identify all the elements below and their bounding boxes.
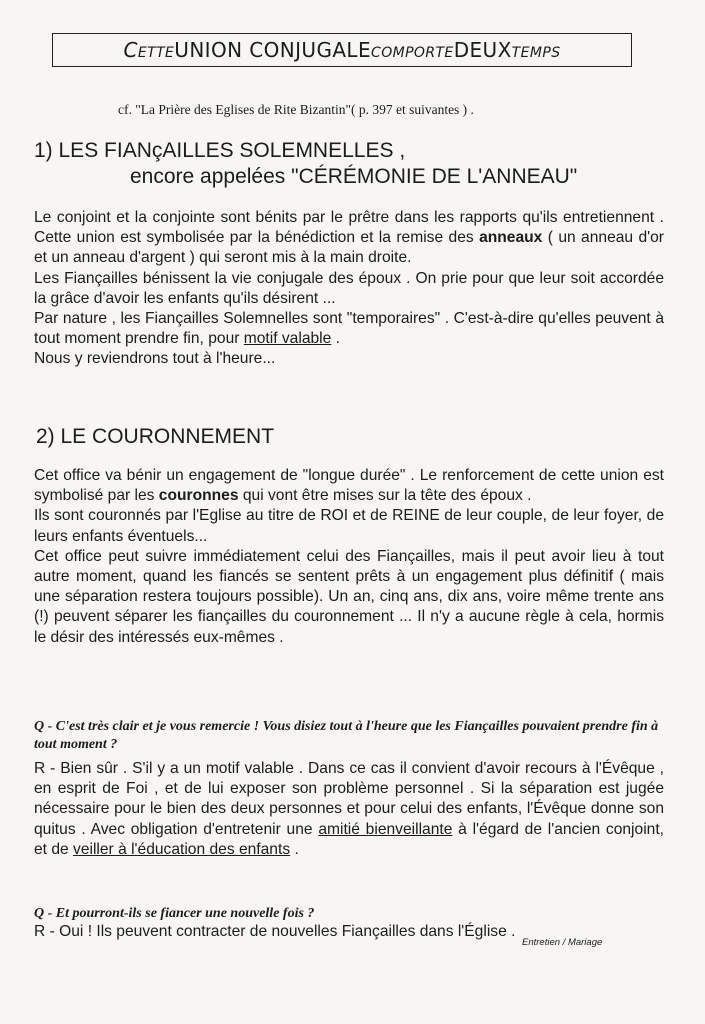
question-2: Q - Et pourront-ils se fiancer une nouvelle fois ? — [34, 906, 315, 921]
title-part: UNION CONJUGALE — [174, 38, 372, 62]
footer-label: Entretien / Mariage — [522, 937, 603, 948]
text-run: qui vont être mises sur la tête des époux . — [238, 487, 532, 505]
section2-heading: 2) LE COURONNEMENT — [36, 425, 275, 448]
text-run: à l'égard de l'ancien conjoint, et de — [34, 820, 664, 858]
answer-1 — [34, 759, 664, 860]
text-run: Nous y reviendrons tout à l'heure... — [34, 350, 276, 368]
section1-heading — [34, 138, 577, 190]
text-run: Cet office va bénir un engagement de "longue durée" . Le renforcement de cette union est symbolisé par les — [34, 467, 664, 505]
text-run: Le conjoint et la conjointe sont bénits par le prêtre dans les rapports qu'ils entretiennent . Cette union est symbolisée par la bénédiction et la remise des — [34, 209, 664, 247]
bold-term: couronnes — [158, 487, 239, 505]
text-run: . — [290, 840, 299, 858]
text-run: Les Fiançailles bénissent la vie conjugale des époux . On prie pour que leur soit accordée la grâce d'avoir les enfants qu'ils désirent ... — [34, 269, 664, 307]
title-part: DEUX — [453, 38, 512, 62]
underlined-term: amitié bienveillante — [318, 820, 453, 838]
text-run: Par nature , les Fiançailles Solemnelles sont "temporaires" . C'est-à-dire qu'elles peuvent à tout moment prendre fin, pour — [34, 310, 664, 348]
reference-citation: cf. "La Prière des Eglises de Rite Bizantin"( p. 397 et suivantes ) . — [118, 102, 474, 117]
text-run: ( un anneau d'or et un anneau d'argent ) qui seront mis à la main droite. — [34, 229, 664, 267]
answer-2: R - Oui ! Ils peuvent contracter de nouvelles Fiançailles dans l'Église . — [34, 923, 516, 940]
underlined-term: motif valable — [243, 330, 332, 348]
text-run: R - Bien sûr . S'il y a un motif valable . Dans ce cas il convient d'avoir recours à l'Évêque , en esprit de Foi , et de lui exposer son problème personnel . Si la séparation est jugée nécessaire pour le bien des deux personnes et pour celui des enfants, l'Évêque donne son quitus . Avec obligation d'entretenir une — [34, 760, 664, 838]
text-run: . — [331, 330, 340, 348]
title-part: temps — [511, 38, 561, 62]
section1-body — [34, 208, 664, 370]
title-part: Cette — [123, 38, 175, 62]
text-run: Cet office peut suivre immédiatement celui des Fiançailles, mais il peut avoir lieu à tout autre moment, quand les fiancés se sentent prêts à un engagement plus définitif ( mais une séparation restera toujours possible). Un an, cinq ans, dix ans, voire même trente ans (!) peuvent séparer les fiançailles du couronnement ... Il n'y a aucune règle à cela, hormis le désir des intéressés eux-mêmes . — [34, 547, 664, 646]
title-part: comporte — [371, 38, 454, 62]
section1-heading-line2: encore appelées "CÉRÉMONIE DE L'ANNEAU" — [130, 165, 578, 188]
section2-body — [34, 466, 664, 648]
underlined-term: veiller à l'éducation des enfants — [73, 840, 291, 858]
title-box — [52, 33, 632, 67]
bold-term: anneaux — [479, 229, 543, 247]
section1-heading-line1: 1) LES FIANçAILLES SOLEMNELLES , — [34, 139, 406, 162]
question-1: Q - C'est très clair et je vous remercie ! Vous disiez tout à l'heure que les Fiançailles pouvaient prendre fin à tout moment ? — [34, 719, 659, 752]
text-run: Ils sont couronnés par l'Eglise au titre de ROI et de REINE de leur couple, de leur foyer, de leurs enfants éventuels... — [34, 507, 664, 545]
